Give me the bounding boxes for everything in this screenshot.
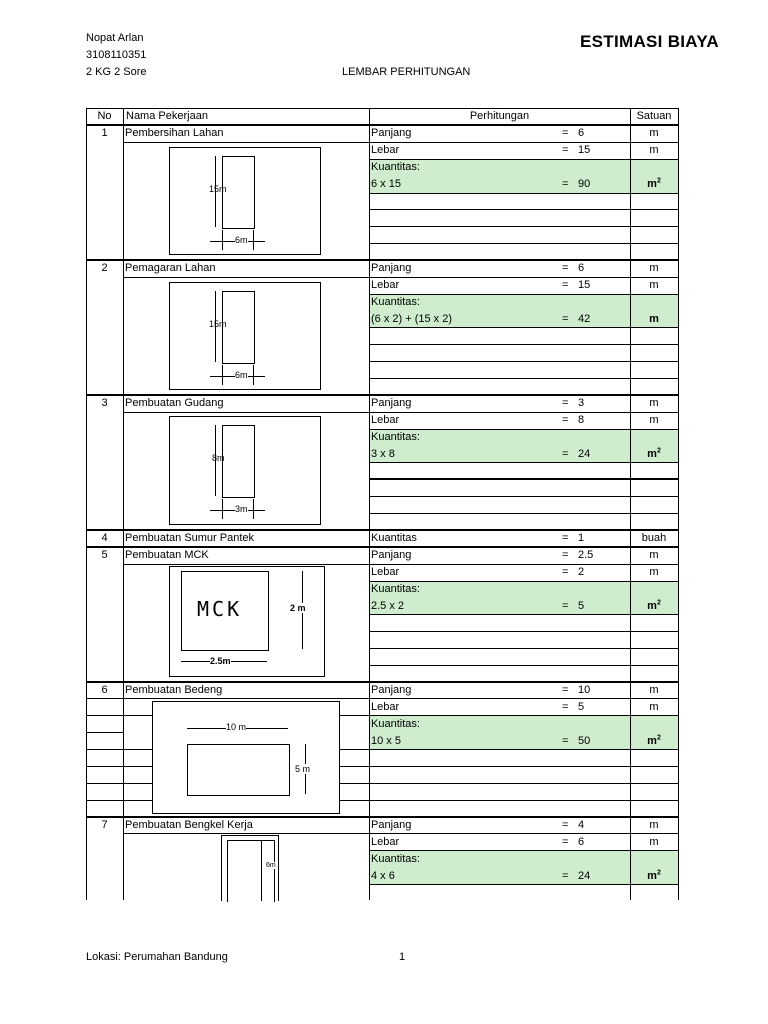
calc-equals: =	[562, 735, 569, 747]
quantity-value: 50	[578, 735, 591, 747]
author-id: 3108110351	[86, 49, 147, 61]
sheet-title: LEMBAR PERHITUNGAN	[342, 66, 471, 78]
quantity-expression: 4 x 6	[371, 870, 395, 882]
quantity-value: 24	[578, 448, 591, 460]
calc-label: Panjang	[371, 684, 412, 696]
col-header-name: Nama Pekerjaan	[126, 110, 208, 122]
quantity-unit: m	[649, 313, 659, 325]
calc-value: 1	[578, 532, 585, 544]
calc-label: Panjang	[371, 549, 412, 561]
item-number: 4	[101, 532, 108, 544]
calc-equals: =	[562, 836, 569, 848]
plan-sketch-mck	[169, 566, 325, 677]
item-name: Pembuatan MCK	[125, 549, 209, 561]
unit-value: m	[649, 684, 659, 696]
col-header-unit: Satuan	[636, 110, 672, 122]
unit-value: m	[649, 819, 659, 831]
quantity-value: 24	[578, 870, 591, 882]
mck-label: MCK	[197, 597, 243, 621]
quantity-label: Kuantitas:	[371, 296, 420, 308]
dim-height: 6m	[266, 862, 276, 869]
calc-equals: =	[562, 448, 569, 460]
calc-equals: =	[562, 178, 569, 190]
quantity-value: 5	[578, 600, 585, 612]
quantity-label: Kuantitas:	[371, 161, 420, 173]
calc-equals: =	[562, 313, 569, 325]
unit-value: m	[649, 836, 659, 848]
calc-equals: =	[562, 600, 569, 612]
quantity-value: 90	[578, 178, 591, 190]
quantity-expression: 10 x 5	[371, 735, 401, 747]
quantity-unit: $m^2$	[647, 734, 661, 747]
calc-label: Panjang	[371, 819, 412, 831]
item-number: 2	[101, 262, 108, 274]
quantity-unit: $m^2$	[647, 599, 661, 612]
page-number: 1	[399, 951, 406, 963]
calc-equals: =	[562, 262, 569, 274]
calc-value: 6	[578, 836, 585, 848]
calc-equals: =	[562, 549, 569, 561]
calc-equals: =	[562, 684, 569, 696]
calc-equals: =	[562, 279, 569, 291]
quantity-expression: (6 x 2) + (15 x 2)	[371, 313, 453, 325]
calc-equals: =	[562, 532, 569, 544]
calc-equals: =	[562, 870, 569, 882]
unit-value: m	[649, 549, 659, 561]
calc-value: 2.5	[578, 549, 594, 561]
calc-equals: =	[562, 397, 569, 409]
unit-value: m	[649, 144, 659, 156]
quantity-label: Kuantitas:	[371, 431, 420, 443]
calc-label: Lebar	[371, 144, 400, 156]
unit-value: m	[649, 414, 659, 426]
unit-value: m	[649, 262, 659, 274]
col-header-no: No	[97, 110, 112, 122]
unit-value: m	[649, 397, 659, 409]
quantity-unit: $m^2$	[647, 177, 661, 190]
unit-value: m	[649, 701, 659, 713]
calc-label: Panjang	[371, 397, 412, 409]
calc-label: Lebar	[371, 701, 400, 713]
plan-sketch-pagar	[169, 282, 321, 390]
calc-equals: =	[562, 127, 569, 139]
calc-value: 2	[578, 566, 585, 578]
quantity-expression: 2.5 x 2	[371, 600, 405, 612]
calc-equals: =	[562, 414, 569, 426]
quantity-label: Kuantitas:	[371, 583, 420, 595]
plan-sketch-gudang	[169, 416, 321, 525]
calc-equals: =	[562, 701, 569, 713]
calc-value: 5	[578, 701, 585, 713]
unit-value: m	[649, 279, 659, 291]
item-name: Pembuatan Bedeng	[125, 684, 223, 696]
item-name: Pemagaran Lahan	[125, 262, 216, 274]
item-number: 1	[101, 127, 108, 139]
calc-label: Lebar	[371, 414, 400, 426]
calc-label: Lebar	[371, 836, 400, 848]
calc-label: Panjang	[371, 262, 412, 274]
dim-width: 2.5m	[210, 656, 231, 666]
calc-value: 6	[578, 262, 585, 274]
document-title: ESTIMASI BIAYA	[580, 32, 719, 51]
item-number: 3	[101, 397, 108, 409]
dim-height: 2 m	[290, 603, 306, 613]
item-number: 6	[101, 684, 108, 696]
author-name: Nopat Arlan	[86, 32, 144, 44]
unit-value: m	[649, 127, 659, 139]
dim-width: 3m	[235, 504, 248, 514]
unit-value: buah	[641, 532, 667, 544]
item-name: Pembuatan Sumur Pantek	[125, 532, 255, 544]
calc-value: 3	[578, 397, 585, 409]
quantity-unit: $m^2$	[647, 869, 661, 882]
dim-width: 6m	[235, 235, 248, 245]
calc-value: 15	[578, 144, 591, 156]
calc-value: 4	[578, 819, 585, 831]
quantity-expression: 3 x 8	[371, 448, 395, 460]
dim-height: 15m	[209, 319, 227, 329]
calc-value: 8	[578, 414, 585, 426]
calc-value: 10	[578, 684, 591, 696]
quantity-label: Kuantitas:	[371, 853, 420, 865]
quantity-expression: 6 x 15	[371, 178, 401, 190]
quantity-label: Kuantitas:	[371, 718, 420, 730]
footer-location: Lokasi: Perumahan Bandung	[86, 951, 228, 963]
dim-height: 8m	[212, 453, 225, 463]
calc-label: Lebar	[371, 566, 400, 578]
author-class: 2 KG 2 Sore	[86, 66, 147, 78]
col-header-calc: Perhitungan	[469, 110, 530, 122]
item-name: Pembuatan Gudang	[125, 397, 224, 409]
plan-sketch-lahan	[169, 147, 321, 255]
unit-value: m	[649, 566, 659, 578]
dim-width: 6m	[235, 370, 248, 380]
dim-width: 10 m	[226, 722, 247, 732]
calc-value: 6	[578, 127, 585, 139]
calc-value: 15	[578, 279, 591, 291]
item-name: Pembuatan Bengkel Kerja	[125, 819, 253, 831]
calc-label: Panjang	[371, 127, 412, 139]
quantity-value: 42	[578, 313, 591, 325]
item-name: Pembersihan Lahan	[125, 127, 224, 139]
plan-sketch-bedeng	[152, 701, 340, 814]
calc-equals: =	[562, 819, 569, 831]
plan-sketch-bengkel	[221, 835, 279, 901]
calc-label: Kuantitas	[371, 532, 417, 544]
quantity-unit: $m^2$	[647, 447, 661, 460]
dim-height: 15m	[209, 184, 227, 194]
item-number: 7	[101, 819, 108, 831]
calc-equals: =	[562, 566, 569, 578]
calc-label: Lebar	[371, 279, 400, 291]
item-number: 5	[101, 549, 108, 561]
dim-height: 5 m	[295, 764, 311, 774]
calc-equals: =	[562, 144, 569, 156]
